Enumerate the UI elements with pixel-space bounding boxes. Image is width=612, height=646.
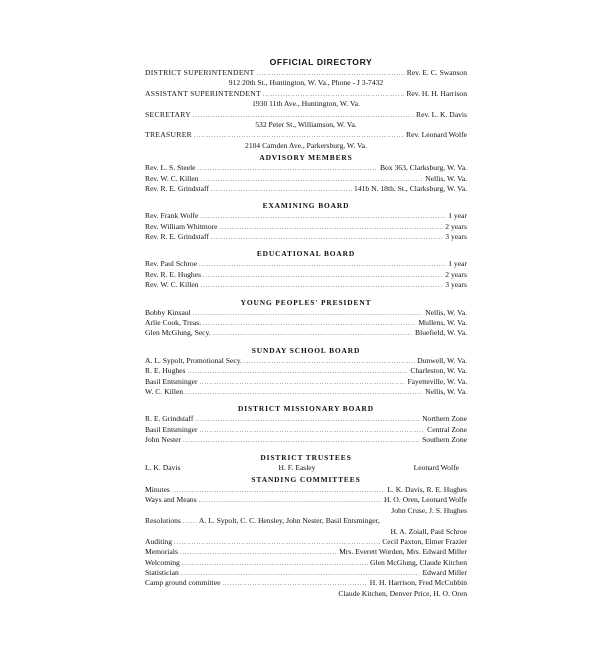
committee-members-cont: H. A. Zoiall, Paul Schroe	[390, 526, 467, 536]
officer-address: 532 Peter St., Williamson, W. Va.	[255, 119, 357, 129]
officer-row-assistant	[145, 89, 467, 99]
member-name: R. E. Hughes	[145, 366, 186, 376]
section-heading-trustees: DISTRICT TRUSTEES	[260, 452, 352, 462]
trustee-name: Leonard Wolfe	[413, 462, 459, 472]
member-term: 1 year	[448, 259, 467, 269]
committee-label: Camp ground committee	[145, 578, 221, 588]
member-zone: Northern Zone	[422, 414, 467, 424]
committee-row-minutes	[145, 485, 467, 495]
member-name: Rev. L. S. Steele	[145, 163, 196, 173]
leader-dots	[200, 426, 426, 436]
list-item	[145, 259, 467, 269]
officer-name: Rev. E. C. Swanson	[406, 68, 467, 77]
committee-members: Glen McGlung, Claude Kitchen	[369, 557, 467, 567]
leader-dots	[198, 164, 378, 174]
committee-label: Minutes	[145, 484, 170, 494]
trustee-name: L. K. Davis	[145, 462, 181, 472]
leader-dots	[183, 517, 197, 527]
committee-members: Mrs. Everett Worden, Mrs. Edward Miller	[339, 547, 467, 557]
member-name: Rev. W. C. Killen	[145, 173, 199, 183]
page-title: OFFICIAL DIRECTORY	[269, 57, 373, 67]
member-location: Charleston, W. Va.	[410, 366, 467, 376]
member-name: Arlie Cook, Treas.	[145, 318, 202, 328]
member-name: John Nester	[145, 435, 182, 445]
section-heading-young-peoples: YOUNG PEOPLES' PRESIDENT	[240, 297, 372, 307]
officer-label: DISTRICT SUPERINTENDENT	[145, 68, 255, 77]
committee-row-resolutions	[145, 516, 467, 526]
list-item	[145, 308, 467, 318]
trustees-row	[145, 463, 467, 473]
member-name: Rev. W. C. Killen	[145, 280, 199, 290]
leader-dots	[200, 212, 446, 222]
directory-content	[145, 56, 467, 599]
leader-dots	[220, 223, 444, 233]
member-detail: Box 363, Clarksburg, W. Va.	[379, 163, 467, 173]
leader-dots	[185, 388, 423, 398]
list-item	[145, 222, 467, 232]
member-name: Basil Entsminger	[145, 376, 198, 386]
leader-dots	[195, 415, 420, 425]
list-item	[145, 174, 467, 184]
member-name: Basil Entsminger	[145, 424, 198, 434]
officer-address: 912 20th St., Huntington, W. Va., Phone - J 3-7432	[228, 78, 384, 88]
committee-members: Edward Miller	[422, 568, 467, 578]
member-zone: Southern Zone	[422, 435, 467, 445]
member-name: Rev. R. E. Hughes	[145, 269, 202, 279]
officer-row-secretary	[145, 110, 467, 120]
committee-label: Memorials	[145, 547, 178, 557]
committee-row-camp-ground	[145, 578, 467, 588]
member-location: Bluefield, W. Va.	[415, 328, 467, 338]
officer-address: 1930 11th Ave., Huntington, W. Va.	[252, 99, 360, 109]
member-name: Glen McGlung, Secy.	[145, 328, 211, 338]
member-term: 2 years	[445, 269, 467, 279]
member-name: Rev. Paul Schroe	[145, 259, 198, 269]
section-heading-missionary: DISTRICT MISSIONARY BOARD	[238, 404, 374, 414]
leader-dots	[180, 548, 337, 558]
leader-dots	[203, 319, 416, 329]
committee-label: Welcoming	[145, 557, 180, 567]
committee-label: Ways and Means	[145, 495, 197, 505]
committee-members-cont: Claude Kitchen, Denver Price, H. O. Oren	[338, 588, 467, 598]
leader-dots	[199, 260, 446, 270]
officer-row-superintendent	[145, 68, 467, 78]
member-name: Bobby Kinsaul	[145, 307, 191, 317]
officer-name: Rev. H. H. Harrison	[406, 88, 467, 98]
committee-members: A. L. Sypolt, C. C. Hensley, John Nester, Basil Entsminger,	[198, 516, 380, 526]
member-term: 1 year	[448, 211, 467, 221]
list-item	[145, 366, 467, 376]
list-item	[145, 163, 467, 173]
member-term: 2 years	[445, 221, 467, 231]
committee-members: L. K. Davis, R. E. Hughes	[387, 484, 467, 494]
leader-dots	[203, 271, 443, 281]
member-term: 3 years	[445, 280, 467, 290]
officer-label: TREASURER	[145, 130, 193, 140]
list-item	[145, 377, 467, 387]
officer-address: 2104 Camden Ave., Parkersburg, W. Va.	[245, 140, 367, 150]
member-location: Nellis, W. Va.	[425, 307, 467, 317]
committee-row-ways-means	[145, 495, 467, 505]
section-heading-educational: EDUCATIONAL BOARD	[256, 249, 356, 259]
officer-label: SECRETARY	[145, 109, 191, 119]
committee-members: H. H. Harrison, Fred McCubbin	[369, 578, 467, 588]
member-location: Fayetteville, W. Va.	[407, 376, 467, 386]
committee-members: Cecil Paxton, Elmer Frazier	[382, 536, 467, 546]
list-item	[145, 356, 467, 366]
leader-dots	[211, 233, 443, 243]
list-item	[145, 270, 467, 280]
member-detail: 141b N. 18th. St., Clarksburg, W. Va.	[354, 183, 467, 193]
officer-row-treasurer	[145, 130, 467, 140]
committee-row-memorials	[145, 547, 467, 557]
section-heading-examining: EXAMINING BOARD	[262, 201, 350, 211]
member-location: Mullens, W. Va.	[418, 318, 467, 328]
member-name: R. E. Grindstaff	[145, 414, 194, 424]
committee-label: Statistician	[145, 568, 179, 578]
committee-label: Auditing	[145, 536, 173, 546]
leader-dots	[201, 281, 444, 291]
leader-dots	[200, 378, 406, 388]
member-name: Rev. R. E. Grindstaff	[145, 232, 209, 242]
committee-row-auditing	[145, 537, 467, 547]
member-location: Nellis, W. Va.	[425, 386, 467, 396]
section-heading-committees: STANDING COMMITTEES	[251, 474, 361, 484]
leader-dots	[193, 309, 423, 319]
member-name: Rev. William Whitmore	[145, 221, 218, 231]
leader-dots	[182, 559, 368, 569]
list-item	[145, 184, 467, 194]
leader-dots	[188, 367, 409, 377]
section-heading-sunday-school: SUNDAY SCHOOL BOARD	[251, 345, 361, 355]
officer-name: Rev. Leonard Wolfe	[406, 130, 467, 140]
member-name: W. C. Killen	[145, 386, 184, 396]
leader-dots	[213, 329, 413, 339]
list-item	[145, 280, 467, 290]
list-item	[145, 232, 467, 242]
list-item	[145, 211, 467, 221]
committee-members: H. O. Oren, Leonard Wolfe	[384, 495, 467, 505]
list-item	[145, 318, 467, 328]
trustee-name: H. F. Easley	[278, 462, 316, 472]
leader-dots	[183, 436, 420, 446]
list-item	[145, 425, 467, 435]
list-item	[145, 414, 467, 424]
list-item	[145, 387, 467, 397]
member-name: Rev. Frank Wolfe	[145, 211, 199, 221]
list-item	[145, 435, 467, 445]
leader-dots	[199, 496, 382, 506]
committee-row-statistician	[145, 568, 467, 578]
member-detail: Nellis, W. Va.	[425, 173, 467, 183]
member-location: Dunwell, W. Va.	[417, 355, 467, 365]
committee-label: Resolutions	[145, 516, 181, 526]
committee-row-welcoming	[145, 558, 467, 568]
member-name: A. L. Sypolt, Promotional Secy.	[145, 355, 242, 365]
committee-members-cont: John Cruse, J. S. Hughes	[391, 505, 467, 515]
list-item	[145, 328, 467, 338]
leader-dots	[211, 185, 352, 195]
member-zone: Central Zone	[427, 424, 467, 434]
leader-dots	[244, 357, 415, 367]
member-name: Rev. R. E. Grindstaff	[145, 183, 209, 193]
leader-dots	[172, 486, 385, 496]
officer-name: Rev. L. K. Davis	[416, 109, 467, 119]
section-heading-advisory: ADVISORY MEMBERS	[259, 153, 353, 163]
officer-label: ASSISTANT SUPERINTENDENT	[145, 88, 261, 98]
member-term: 3 years	[445, 232, 467, 242]
